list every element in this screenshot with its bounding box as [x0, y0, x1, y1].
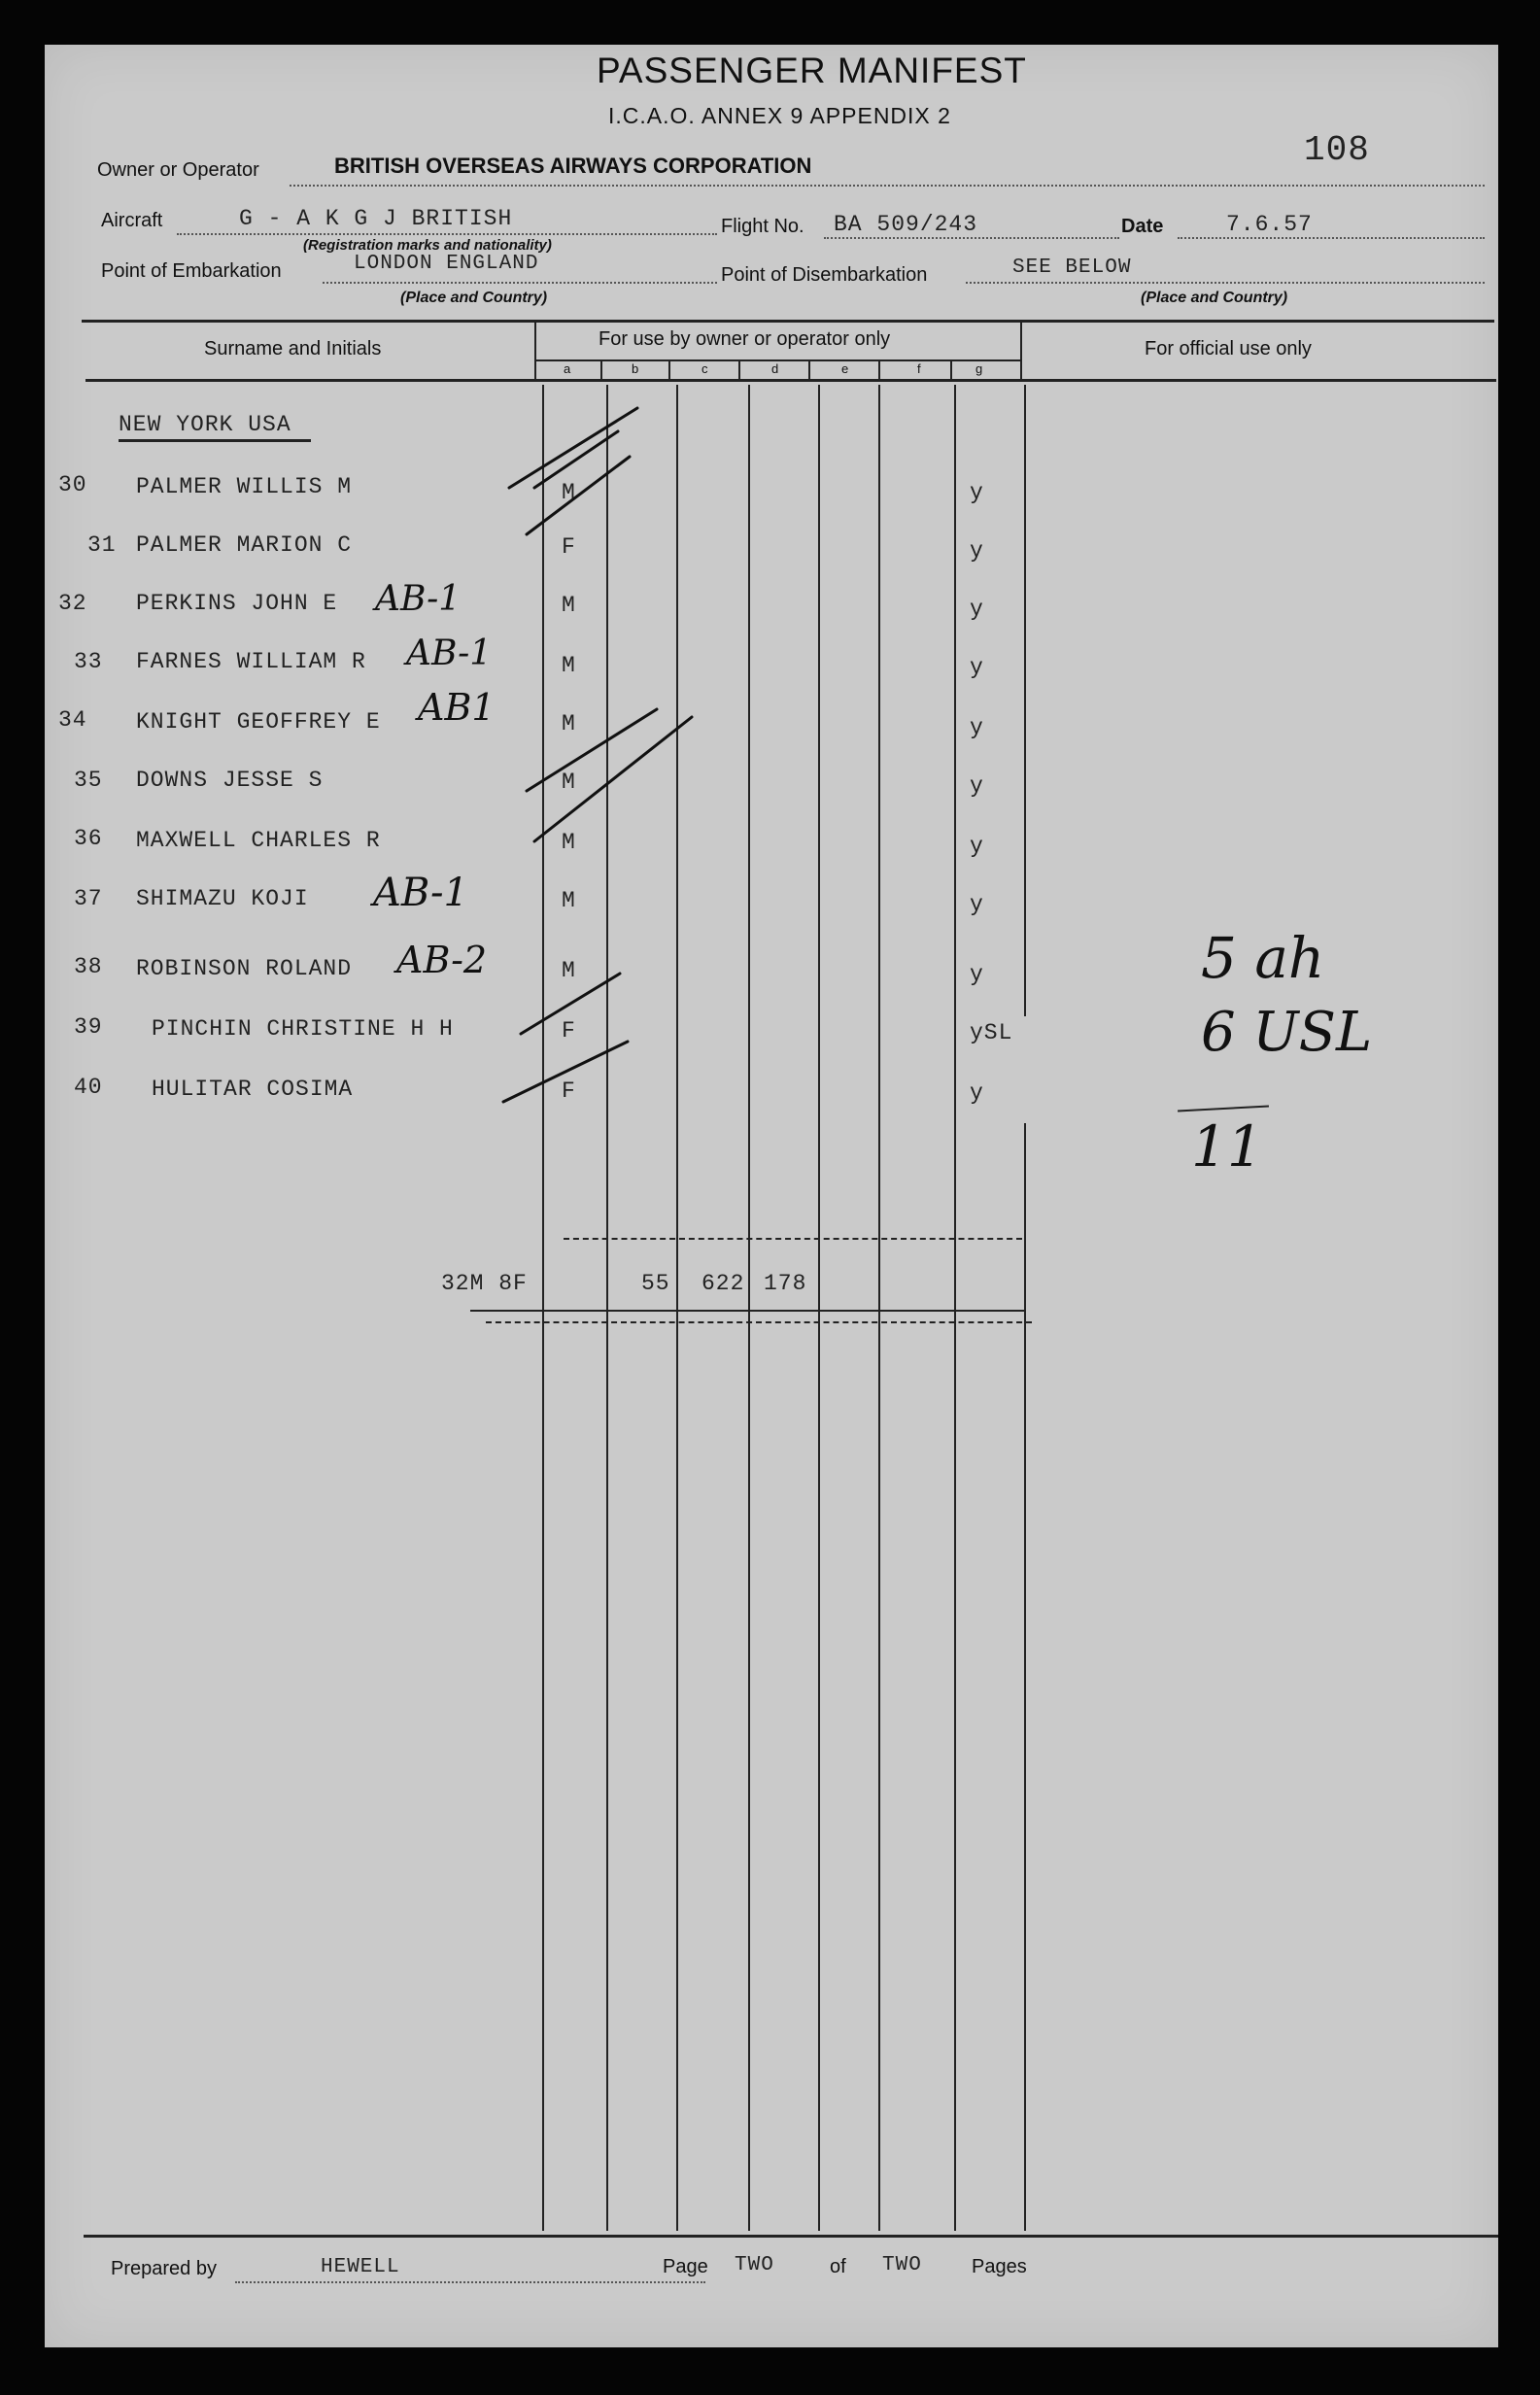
date-label: Date: [1121, 216, 1164, 237]
handwritten-mark: AB-1: [406, 633, 493, 673]
passenger-sex: M: [562, 888, 576, 913]
footer-rule: [84, 2235, 1498, 2238]
passenger-g: y: [970, 538, 984, 564]
passenger-sex: M: [562, 830, 576, 855]
row-number: 30: [58, 472, 87, 497]
passenger-sex: M: [562, 770, 576, 795]
manifest-subtitle: I.C.A.O. ANNEX 9 APPENDIX 2: [608, 103, 951, 128]
handwritten-mark: AB1: [418, 686, 496, 729]
disembark-label: Point of Disembarkation: [721, 264, 928, 286]
manifest-sheet: [45, 45, 1498, 2347]
row-number: 36: [74, 826, 103, 851]
of-label: of: [830, 2256, 846, 2277]
official-note-2: 6 USL: [1201, 1001, 1373, 1064]
passenger-sex: M: [562, 711, 576, 736]
owner-label: Owner or Operator: [97, 159, 259, 181]
row-number: 37: [74, 886, 103, 911]
subcol-b: b: [632, 361, 639, 376]
passenger-g: y: [970, 834, 984, 859]
subcol-a: a: [564, 361, 571, 376]
subcol-c: c: [702, 361, 708, 376]
row-number: 32: [58, 591, 87, 616]
passenger-g: ySL: [970, 1020, 1013, 1045]
flight-value: BA 509/243: [834, 212, 978, 237]
handwritten-mark: AB-2: [396, 939, 488, 981]
passenger-g: y: [970, 480, 984, 505]
col-name-header: Surname and Initials: [204, 338, 382, 359]
col-official-header: For official use only: [1145, 338, 1312, 359]
passenger-name: PINCHIN CHRISTINE H H: [152, 1016, 454, 1042]
passenger-name: FARNES WILLIAM R: [136, 649, 366, 674]
aircraft-value: G - A K G J BRITISH: [239, 206, 513, 231]
passenger-sex: M: [562, 653, 576, 678]
date-value: 7.6.57: [1226, 212, 1313, 237]
passenger-name: MAXWELL CHARLES R: [136, 828, 381, 853]
handwritten-strikes: [45, 45, 1498, 1405]
passenger-name: DOWNS JESSE S: [136, 768, 324, 793]
row-number: 40: [74, 1075, 103, 1100]
pages-label: Pages: [972, 2256, 1027, 2277]
col-owner-header: For use by owner or operator only: [599, 328, 891, 350]
row-number: 33: [74, 649, 103, 674]
passenger-g: y: [970, 1080, 984, 1106]
embark-value: LONDON ENGLAND: [354, 253, 539, 275]
passenger-sex: M: [562, 480, 576, 505]
manifest-title: PASSENGER MANIFEST: [597, 51, 1027, 90]
passenger-sex: M: [562, 958, 576, 983]
of-value: TWO: [882, 2254, 922, 2276]
passenger-sex: F: [562, 534, 576, 560]
prepared-label: Prepared by: [111, 2258, 217, 2279]
row-number: 34: [58, 707, 87, 733]
owner-value: BRITISH OVERSEAS AIRWAYS CORPORATION: [334, 154, 812, 178]
totals-c: 622: [702, 1271, 745, 1296]
passenger-name: PALMER WILLIS M: [136, 474, 353, 499]
passenger-g: y: [970, 773, 984, 799]
embark-label: Point of Embarkation: [101, 260, 282, 282]
totals-d: 178: [764, 1271, 807, 1296]
page-label: Page: [663, 2256, 708, 2277]
row-number: 38: [74, 954, 103, 979]
subcol-e: e: [841, 361, 849, 376]
official-note-3: 11: [1191, 1113, 1263, 1180]
official-note-1: 5 ah: [1201, 925, 1325, 991]
handwritten-mark: AB-1: [373, 871, 468, 915]
passenger-name: ROBINSON ROLAND: [136, 956, 353, 981]
embark-note: (Place and Country): [400, 290, 548, 306]
totals-label: 32M 8F: [441, 1271, 528, 1296]
passenger-g: y: [970, 962, 984, 987]
row-number: 39: [74, 1014, 103, 1040]
passenger-name: KNIGHT GEOFFREY E: [136, 709, 381, 735]
aircraft-note: (Registration marks and nationality): [303, 237, 552, 254]
totals-b: 55: [641, 1271, 670, 1296]
row-number: 35: [74, 768, 103, 793]
page-number: 108: [1304, 130, 1370, 170]
passenger-sex: M: [562, 593, 576, 618]
passenger-sex: F: [562, 1078, 576, 1104]
group-heading: NEW YORK USA: [119, 412, 311, 442]
aircraft-label: Aircraft: [101, 210, 163, 231]
flight-label: Flight No.: [721, 216, 804, 237]
passenger-name: HULITAR COSIMA: [152, 1077, 354, 1102]
subcol-d: d: [771, 361, 779, 376]
passenger-g: y: [970, 655, 984, 680]
passenger-g: y: [970, 597, 984, 622]
row-number: 31: [87, 532, 117, 558]
passenger-g: y: [970, 892, 984, 917]
subcol-g: g: [975, 361, 983, 376]
disembark-note: (Place and Country): [1141, 290, 1288, 306]
disembark-value: SEE BELOW: [1012, 257, 1132, 279]
passenger-name: PALMER MARION C: [136, 532, 353, 558]
passenger-sex: F: [562, 1018, 576, 1044]
page-value: TWO: [735, 2254, 774, 2276]
prepared-value: HEWELL: [321, 2256, 400, 2278]
handwritten-mark: AB-1: [375, 579, 462, 619]
subcol-f: f: [917, 361, 921, 376]
passenger-g: y: [970, 715, 984, 740]
passenger-name: PERKINS JOHN E: [136, 591, 338, 616]
passenger-name: SHIMAZU KOJI: [136, 886, 309, 911]
